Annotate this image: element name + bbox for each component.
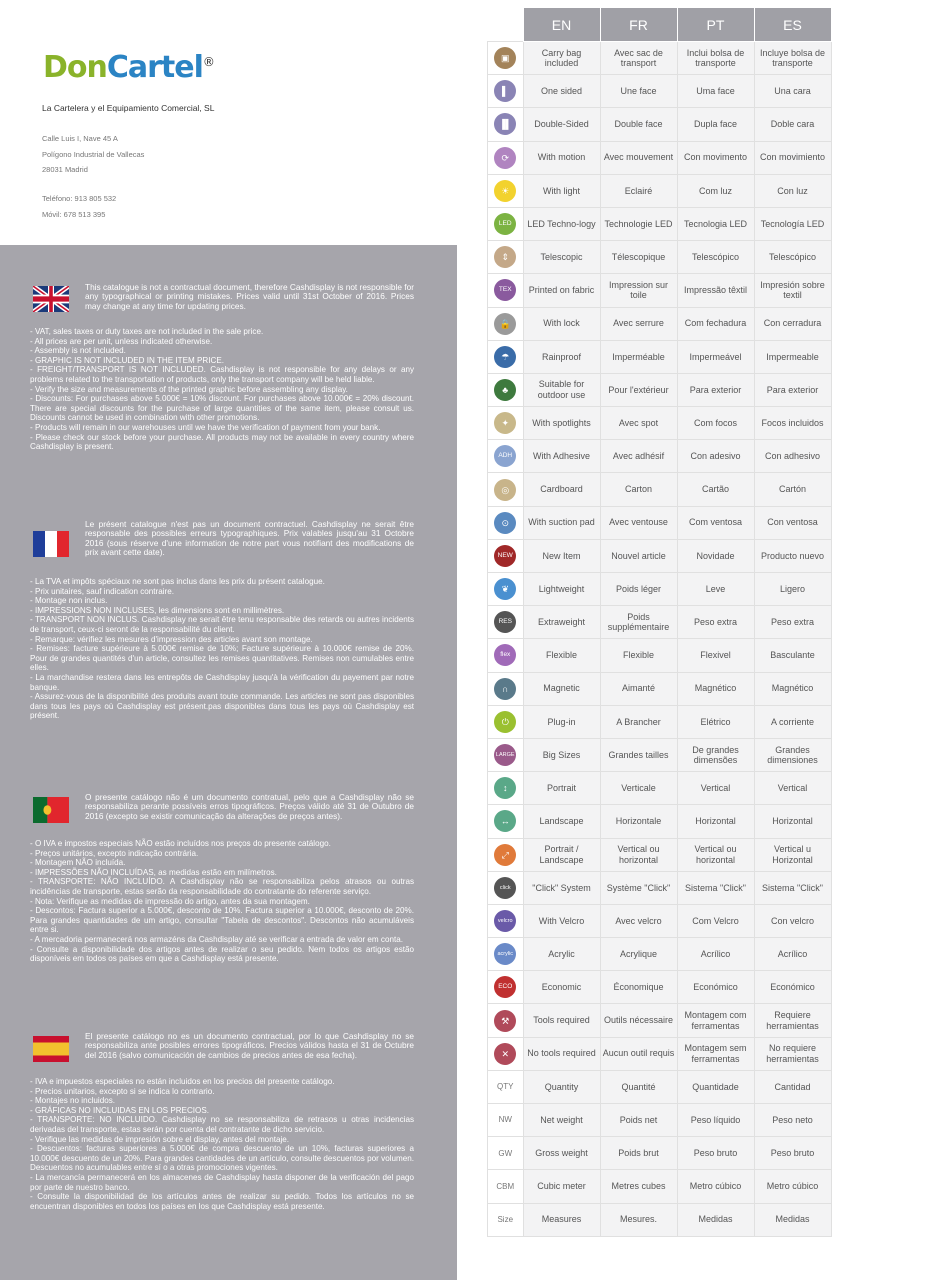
cell-fr: A Brancher bbox=[600, 705, 677, 738]
cell-pt: Telescópico bbox=[677, 241, 754, 274]
table-row bbox=[488, 207, 832, 240]
cell-es: Producto nuevo bbox=[754, 539, 831, 572]
icon-legend-table bbox=[487, 7, 832, 1237]
cell-en: Quantity bbox=[523, 1070, 600, 1103]
portugal-flag-icon bbox=[33, 797, 69, 823]
cell-fr: Metres cubes bbox=[600, 1170, 677, 1203]
resist-icon: RES bbox=[494, 611, 516, 633]
size-label: Size bbox=[497, 1214, 514, 1224]
icon-cell bbox=[488, 573, 524, 606]
cell-pt: Flexivel bbox=[677, 639, 754, 672]
cell-fr: Mesures. bbox=[600, 1203, 677, 1236]
cell-fr: Grandes tailles bbox=[600, 738, 677, 771]
cell-fr: Poids léger bbox=[600, 573, 677, 606]
cell-es: Para exterior bbox=[754, 373, 831, 406]
terms-list: - VAT, sales taxes or duty taxes are not included in the sale price. - All prices are per unit, unless indicated otherwise. - Assembly is not included. - GRAPHIC IS NOT INCLUDED IN THE ITEM PRICE. - FREIGHT/TRANSPORT IS NOT INCLUDED. Cashdisplay is not responsible for any delays or any problems related to the transportation of products, only the transport company will be held liable. - Verify the size and measurements of the printed graphic before assembling any display. - Discounts: For purchases above 5.000€ = 10% discount. For purchases above 10.000€ = 20% discount. There are special discounts for the purchase of large quantities of the same item, please consult us. Discounts cannot be used in combination with other promotions. - Products will remain in our warehouses until we have the verification of payment from your bank. - Please check our stock before your purchase. All products may not be available in every country where Cashdisplay is present. bbox=[30, 327, 414, 452]
table-row bbox=[488, 1203, 832, 1236]
cell-es: No requiere herramientas bbox=[754, 1037, 831, 1070]
textile-icon: TEX bbox=[494, 279, 516, 301]
table-row bbox=[488, 506, 832, 539]
cell-en: Double-Sided bbox=[523, 108, 600, 141]
adhesive-icon: ADH bbox=[494, 445, 516, 467]
cbm-label: CBM bbox=[496, 1181, 515, 1191]
cell-es: Con cerradura bbox=[754, 307, 831, 340]
terms-list: - O IVA e impostos especiais NÃO estão incluídos nos preços do presente catálogo. - Preços unitários, excepto indicação contrária. - Montagem NÃO incluída. - IMPRESSÕES NÃO INCLUÍDAS, as medidas estão em milímetros. - TRANSPORTE: NÃO INCLUÍDO. A Cashdisplay não se responsabiliza pelos atrasos ou outras incidências de transporte, estas serão da responsabilidade do contratante do referente serviço. - Nota: Verifique as medidas de impressão do artigo, antes da sua montagem. - Descontos: Factura superior a 5.000€, desconto de 10%. Factura superior a 10.000€, desconto de 20%. Para grandes quantidades de um artigo, consultar "Tabela de descontos". Descontos não acumuláveis entre si. - A mercadoria permanecerá nos armazéns da Cashdisplay até se verificar a entrada de valor em conta. - Consulte a disponibilidade dos artigos antes de realizar o seu pedido. Nem todos os artigos estão disponíveis em todos os países em que a Cashdisplay está presente. bbox=[30, 839, 414, 964]
cell-en: Landscape bbox=[523, 805, 600, 838]
cell-es: Cartón bbox=[754, 473, 831, 506]
cell-fr: Horizontale bbox=[600, 805, 677, 838]
icon-cell bbox=[488, 274, 524, 307]
table-row bbox=[488, 1070, 832, 1103]
cell-pt: Com Velcro bbox=[677, 904, 754, 937]
cell-es: Requiere herramientas bbox=[754, 1004, 831, 1037]
table-row bbox=[488, 838, 832, 871]
cell-en: Portrait / Landscape bbox=[523, 838, 600, 871]
cell-fr: Eclairé bbox=[600, 174, 677, 207]
cell-fr: Avec mouvement bbox=[600, 141, 677, 174]
cell-es: Medidas bbox=[754, 1203, 831, 1236]
cell-en: Acrylic bbox=[523, 938, 600, 971]
table-row bbox=[488, 241, 832, 274]
icon-cell bbox=[488, 904, 524, 937]
cell-pt: Dupla face bbox=[677, 108, 754, 141]
cell-en: Cardboard bbox=[523, 473, 600, 506]
cell-fr: Nouvel article bbox=[600, 539, 677, 572]
cell-es: A corriente bbox=[754, 705, 831, 738]
qty-label: QTY bbox=[497, 1082, 514, 1092]
cell-pt: Com focos bbox=[677, 407, 754, 440]
table-row bbox=[488, 340, 832, 373]
spotlight-icon: ✦ bbox=[494, 412, 516, 434]
plug-in-icon: ⏻ bbox=[494, 711, 516, 733]
cell-pt: Para exterior bbox=[677, 373, 754, 406]
cell-es: Con adhesivo bbox=[754, 440, 831, 473]
company-contact bbox=[42, 191, 116, 222]
cell-fr: Avec velcro bbox=[600, 904, 677, 937]
cell-en: Magnetic bbox=[523, 672, 600, 705]
cell-fr: Technologie LED bbox=[600, 207, 677, 240]
table-row bbox=[488, 1104, 832, 1137]
cell-fr: Avec adhésif bbox=[600, 440, 677, 473]
header-pt: PT bbox=[677, 8, 754, 42]
cell-en: Telescopic bbox=[523, 241, 600, 274]
cell-en: "Click" System bbox=[523, 871, 600, 904]
nw-label: NW bbox=[498, 1115, 512, 1125]
cell-pt: Metro cúbico bbox=[677, 1170, 754, 1203]
table-row bbox=[488, 141, 832, 174]
header-blank bbox=[488, 8, 524, 42]
icon-cell bbox=[488, 672, 524, 705]
landscape-icon: ↔ bbox=[494, 810, 516, 832]
terms-intro: O presente catálogo não é um documento contratual, pelo que a Cashdisplay não se responsabiliza perante possíveis erros tipográficos. Preços válido até 31 de Outubro de 2016 (excepto se existir comunicação da alterações de preços antes). bbox=[85, 792, 414, 821]
cell-pt: Sistema "Click" bbox=[677, 871, 754, 904]
cell-es: Con luz bbox=[754, 174, 831, 207]
icon-cell bbox=[488, 871, 524, 904]
cell-en: Plug-in bbox=[523, 705, 600, 738]
cell-pt: Horizontal bbox=[677, 805, 754, 838]
cell-es: Telescópico bbox=[754, 241, 831, 274]
icon-cell bbox=[488, 738, 524, 771]
one-sided-icon: ▌ bbox=[494, 80, 516, 102]
cell-fr: Avec sac de transport bbox=[600, 42, 677, 75]
cell-es: Doble cara bbox=[754, 108, 831, 141]
cell-pt: Tecnologia LED bbox=[677, 207, 754, 240]
cell-fr: Imperméable bbox=[600, 340, 677, 373]
cell-es: Metro cúbico bbox=[754, 1170, 831, 1203]
magnetic-icon: ∩ bbox=[494, 678, 516, 700]
cell-en: New Item bbox=[523, 539, 600, 572]
cell-fr: Pour l'extérieur bbox=[600, 373, 677, 406]
cell-fr: Poids net bbox=[600, 1104, 677, 1137]
company-address: Calle Luis I, Nave 45 A Polígono Industrial de Vallecas 28031 Madrid bbox=[42, 134, 145, 174]
cell-pt: Con movimento bbox=[677, 141, 754, 174]
cell-es: Una cara bbox=[754, 75, 831, 108]
cell-es: Con movimiento bbox=[754, 141, 831, 174]
terms-intro: El presente catálogo no es un documento contractual, por lo que Cashdisplay no se responsabiliza ante posibles errores tipográficos. Precios válidos hasta el 31 de Octubre del 2016 (salvo comunicación de cambios de precios antes de esa fecha). bbox=[85, 1031, 414, 1060]
cell-en: With light bbox=[523, 174, 600, 207]
cell-pt: Magnético bbox=[677, 672, 754, 705]
company-name: La Cartelera y el Equipamiento Comercial, SL bbox=[42, 103, 215, 113]
cell-en: With lock bbox=[523, 307, 600, 340]
icon-cell bbox=[488, 1137, 524, 1170]
cell-pt: Montagem com ferramentas bbox=[677, 1004, 754, 1037]
cell-en: With Velcro bbox=[523, 904, 600, 937]
cardboard-icon: ◎ bbox=[494, 479, 516, 501]
table-row bbox=[488, 705, 832, 738]
cell-pt: Peso bruto bbox=[677, 1137, 754, 1170]
cell-en: Rainproof bbox=[523, 340, 600, 373]
tools-required-icon: ⚒ bbox=[494, 1010, 516, 1032]
icon-cell bbox=[488, 174, 524, 207]
cell-fr: Poids supplémentaire bbox=[600, 606, 677, 639]
icon-cell bbox=[488, 207, 524, 240]
cell-pt: Acrílico bbox=[677, 938, 754, 971]
cell-en: Big Sizes bbox=[523, 738, 600, 771]
icon-cell bbox=[488, 1203, 524, 1236]
terms-intro: Le présent catalogue n'est pas un document contractuel. Cashdisplay ne serait être responsable des possibles erreurs typographiques. Prix valables jusqu'au 31 Octobre 2016 (sous réserve d'une information de notre part vous notifiant des modifications de prix avant cette date). bbox=[85, 519, 414, 558]
icon-cell bbox=[488, 805, 524, 838]
cell-fr: Verticale bbox=[600, 772, 677, 805]
acrylic-icon: acrylic bbox=[494, 943, 516, 965]
cell-pt: Com fechadura bbox=[677, 307, 754, 340]
portrait-icon: ↕ bbox=[494, 777, 516, 799]
icon-cell bbox=[488, 539, 524, 572]
carry-bag-icon: ▣ bbox=[494, 47, 516, 69]
table-row bbox=[488, 738, 832, 771]
cell-fr: Outils nécessaire bbox=[600, 1004, 677, 1037]
icon-cell bbox=[488, 705, 524, 738]
cell-en: No tools required bbox=[523, 1037, 600, 1070]
table-row bbox=[488, 1137, 832, 1170]
cell-en: Lightweight bbox=[523, 573, 600, 606]
cell-en: Printed on fabric bbox=[523, 274, 600, 307]
cell-en: Suitable for outdoor use bbox=[523, 373, 600, 406]
cell-fr: Flexible bbox=[600, 639, 677, 672]
table-row bbox=[488, 1037, 832, 1070]
cell-pt: Económico bbox=[677, 971, 754, 1004]
velcro-icon: velcro bbox=[494, 910, 516, 932]
suction-pad-icon: ⊙ bbox=[494, 512, 516, 534]
table-row bbox=[488, 573, 832, 606]
table-row bbox=[488, 871, 832, 904]
cell-es: Cantidad bbox=[754, 1070, 831, 1103]
table-row bbox=[488, 307, 832, 340]
cell-fr: Aucun outil requis bbox=[600, 1037, 677, 1070]
icon-cell bbox=[488, 772, 524, 805]
telescopic-icon: ⇕ bbox=[494, 246, 516, 268]
icon-cell bbox=[488, 108, 524, 141]
icon-cell bbox=[488, 1070, 524, 1103]
cell-fr: Poids brut bbox=[600, 1137, 677, 1170]
cell-fr: Vertical ou horizontal bbox=[600, 838, 677, 871]
cell-es: Con ventosa bbox=[754, 506, 831, 539]
cell-pt: Leve bbox=[677, 573, 754, 606]
lock-icon: 🔒 bbox=[494, 313, 516, 335]
cell-es: Magnético bbox=[754, 672, 831, 705]
icon-cell bbox=[488, 241, 524, 274]
cell-es: Impermeable bbox=[754, 340, 831, 373]
led-icon: LED bbox=[494, 213, 516, 235]
cell-en: Carry bag included bbox=[523, 42, 600, 75]
icon-cell bbox=[488, 141, 524, 174]
table-row bbox=[488, 440, 832, 473]
table-row bbox=[488, 108, 832, 141]
cell-pt: Com ventosa bbox=[677, 506, 754, 539]
terms-list: - IVA e impuestos especiales no están incluidos en los precios del presente catálogo. - Precios unitarios, excepto si se indica lo contrario. - Montajes no incluidos. - GRÁFICAS NO INCLUIDAS EN LOS PRECIOS. - TRANSPORTE: NO INCLUIDO. Cashdisplay no se responsabiliza de retrasos u otras incidencias derivadas del transporte, estas serán por cuenta del contratante de dicho servicio. - Verifique las medidas de impresión sobre el display, antes del montaje. - Descuentos: facturas superiores a 5.000€ de compra descuento de un 10%, facturas superiores a 10.000€ descuento de un 20%. Para grandes cantidades de un artículo, consulte descuentos por volumen. Descuentos no acumulables entre sí o a otras promociones vigentes. - La mercancía permanecerá en los almacenes de Cashdisplay hasta disponer de la verificación del pago por parte de nuestro banco. - Consulte la disponibilidad de los artículos antes de realizar su pedido. Todos los artículos no se encuentran disponibles en todos los países en los que Cashdisplay está presente. bbox=[30, 1077, 414, 1211]
icon-cell bbox=[488, 373, 524, 406]
cell-es: Peso bruto bbox=[754, 1137, 831, 1170]
table-body bbox=[488, 42, 832, 1237]
cell-fr: Carton bbox=[600, 473, 677, 506]
header-fr: FR bbox=[600, 8, 677, 42]
cell-pt: Impressão têxtil bbox=[677, 274, 754, 307]
table-row bbox=[488, 639, 832, 672]
cell-fr: Avec serrure bbox=[600, 307, 677, 340]
table-row bbox=[488, 772, 832, 805]
cell-es: Focos incluidos bbox=[754, 407, 831, 440]
cell-pt: Peso líquido bbox=[677, 1104, 754, 1137]
icon-cell bbox=[488, 75, 524, 108]
icon-cell bbox=[488, 42, 524, 75]
cell-en: Gross weight bbox=[523, 1137, 600, 1170]
cell-pt: Inclui bolsa de transporte bbox=[677, 42, 754, 75]
cell-es: Económico bbox=[754, 971, 831, 1004]
no-tools-icon: ✕ bbox=[494, 1043, 516, 1065]
phone: Teléfono: 913 805 532 bbox=[42, 194, 117, 203]
icon-cell bbox=[488, 606, 524, 639]
cell-fr: Télescopique bbox=[600, 241, 677, 274]
mobile: Móvil: 678 513 395 bbox=[42, 209, 106, 219]
cell-fr: Une face bbox=[600, 75, 677, 108]
icon-cell bbox=[488, 1104, 524, 1137]
cell-es: Peso neto bbox=[754, 1104, 831, 1137]
cell-pt: Montagem sem ferramentas bbox=[677, 1037, 754, 1070]
table-row bbox=[488, 42, 832, 75]
table-row bbox=[488, 473, 832, 506]
cell-es: Basculante bbox=[754, 639, 831, 672]
cell-pt: Vertical bbox=[677, 772, 754, 805]
icon-cell bbox=[488, 1037, 524, 1070]
cell-fr: Acrylique bbox=[600, 938, 677, 971]
motion-icon: ⟳ bbox=[494, 147, 516, 169]
icon-cell bbox=[488, 407, 524, 440]
cell-es: Incluye bolsa de transporte bbox=[754, 42, 831, 75]
icon-cell bbox=[488, 1170, 524, 1203]
icon-cell bbox=[488, 971, 524, 1004]
economic-icon: ECO bbox=[494, 976, 516, 998]
france-flag-icon bbox=[33, 531, 69, 557]
cell-en: Flexible bbox=[523, 639, 600, 672]
table-row bbox=[488, 274, 832, 307]
table-row bbox=[488, 1170, 832, 1203]
cell-es: Ligero bbox=[754, 573, 831, 606]
cell-en: With suction pad bbox=[523, 506, 600, 539]
spain-flag-icon bbox=[33, 1036, 69, 1062]
icon-cell bbox=[488, 1004, 524, 1037]
cell-en: One sided bbox=[523, 75, 600, 108]
table-row bbox=[488, 174, 832, 207]
cell-es: Vertical u Horizontal bbox=[754, 838, 831, 871]
icon-cell bbox=[488, 838, 524, 871]
cell-fr: Système "Click" bbox=[600, 871, 677, 904]
outdoor-icon: ♣ bbox=[494, 379, 516, 401]
cell-en: Tools required bbox=[523, 1004, 600, 1037]
header-en: EN bbox=[523, 8, 600, 42]
cell-pt: Con adesivo bbox=[677, 440, 754, 473]
table-row bbox=[488, 971, 832, 1004]
table-row bbox=[488, 407, 832, 440]
icon-cell bbox=[488, 506, 524, 539]
double-sided-icon: ▐▌ bbox=[494, 113, 516, 135]
cell-es: Horizontal bbox=[754, 805, 831, 838]
cell-pt: De grandes dimensões bbox=[677, 738, 754, 771]
cell-es: Vertical bbox=[754, 772, 831, 805]
cell-fr: Double face bbox=[600, 108, 677, 141]
cell-en: Measures bbox=[523, 1203, 600, 1236]
portrait-landscape-icon: ⤢ bbox=[494, 844, 516, 866]
cell-fr: Impression sur toile bbox=[600, 274, 677, 307]
cell-fr: Économique bbox=[600, 971, 677, 1004]
icon-cell bbox=[488, 307, 524, 340]
cell-pt: Uma face bbox=[677, 75, 754, 108]
cell-en: With Adhesive bbox=[523, 440, 600, 473]
table-row bbox=[488, 672, 832, 705]
icon-cell bbox=[488, 473, 524, 506]
table-row bbox=[488, 75, 832, 108]
table-row bbox=[488, 938, 832, 971]
cell-en: Economic bbox=[523, 971, 600, 1004]
table-row bbox=[488, 373, 832, 406]
cell-pt: Novidade bbox=[677, 539, 754, 572]
doncartel-logo: DonCartel® bbox=[43, 50, 214, 85]
cell-fr: Avec ventouse bbox=[600, 506, 677, 539]
cell-en: Extraweight bbox=[523, 606, 600, 639]
cell-en: Cubic meter bbox=[523, 1170, 600, 1203]
cell-es: Impresión sobre textil bbox=[754, 274, 831, 307]
cell-pt: Cartão bbox=[677, 473, 754, 506]
terms-intro: This catalogue is not a contractual document, therefore Cashdisplay is not responsible for any typographical or printing mistakes. Prices valid until 31st October of 2016. Prices may change at any time for updating prices. bbox=[85, 282, 414, 311]
icon-cell bbox=[488, 938, 524, 971]
cell-fr: Quantité bbox=[600, 1070, 677, 1103]
cell-pt: Peso extra bbox=[677, 606, 754, 639]
rainproof-icon: ☂ bbox=[494, 346, 516, 368]
cell-en: LED Techno-logy bbox=[523, 207, 600, 240]
cell-en: With motion bbox=[523, 141, 600, 174]
table-row bbox=[488, 805, 832, 838]
company-header bbox=[0, 0, 457, 245]
icon-cell bbox=[488, 340, 524, 373]
cell-pt: Elétrico bbox=[677, 705, 754, 738]
flex-icon: flex bbox=[494, 644, 516, 666]
cell-en: Net weight bbox=[523, 1104, 600, 1137]
table-row bbox=[488, 904, 832, 937]
cell-pt: Impermeável bbox=[677, 340, 754, 373]
new-item-icon: NEW bbox=[494, 545, 516, 567]
cell-es: Grandes dimensiones bbox=[754, 738, 831, 771]
cell-es: Sistema "Click" bbox=[754, 871, 831, 904]
table-row bbox=[488, 539, 832, 572]
header-es: ES bbox=[754, 8, 831, 42]
cell-en: Portrait bbox=[523, 772, 600, 805]
lightweight-icon: ❦ bbox=[494, 578, 516, 600]
table-row bbox=[488, 606, 832, 639]
table-row bbox=[488, 1004, 832, 1037]
cell-en: With spotlights bbox=[523, 407, 600, 440]
terms-list: - La TVA et impôts spéciaux ne sont pas inclus dans les prix du présent catalogue. - Prix unitaires, sauf indication contraire. - Montage non inclus. - IMPRESSIONS NON INCLUSES, les dimensions sont en millimètres. - TRANSPORT NON INCLUS. Cashdisplay ne serait être tenu responsable des retards ou autres incidents de transport, ceux-ci seront de la responsabilité du client. - Remarque: vérifiez les mesures d'impression des articles avant son montage. - Remises: facture supérieure à 5.000€ remise de 10%; Facture supérieure à 10.000€ remise de 20%. Pour de grandes quantités d'un article, consultez les remises quantitatives. Remises non cumulables entre elles. - La marchandise restera dans les entrepôts de Cashdisplay jusqu'à la vérification du payement par notre banque. - Assurez-vous de la disponibilité des produits avant toute commande. Les articles ne sont pas disponibles dans tous les pays où Cashdisplay est présent.pas disponibles dans tous les pays où Cashdisplay est présent. bbox=[30, 577, 414, 721]
table-header-row bbox=[488, 8, 832, 42]
cell-es: Peso extra bbox=[754, 606, 831, 639]
cell-pt: Com luz bbox=[677, 174, 754, 207]
cell-fr: Avec spot bbox=[600, 407, 677, 440]
cell-pt: Quantidade bbox=[677, 1070, 754, 1103]
click-icon: click bbox=[494, 877, 516, 899]
cell-fr: Aimanté bbox=[600, 672, 677, 705]
icon-cell bbox=[488, 639, 524, 672]
cell-pt: Vertical ou horizontal bbox=[677, 838, 754, 871]
cell-es: Con velcro bbox=[754, 904, 831, 937]
large-icon: LARGE bbox=[494, 744, 516, 766]
gw-label: GW bbox=[498, 1148, 513, 1158]
light-icon: ☀ bbox=[494, 180, 516, 202]
cell-es: Acrílico bbox=[754, 938, 831, 971]
cell-es: Tecnología LED bbox=[754, 207, 831, 240]
cell-pt: Medidas bbox=[677, 1203, 754, 1236]
uk-flag-icon bbox=[33, 286, 69, 312]
icon-cell bbox=[488, 440, 524, 473]
